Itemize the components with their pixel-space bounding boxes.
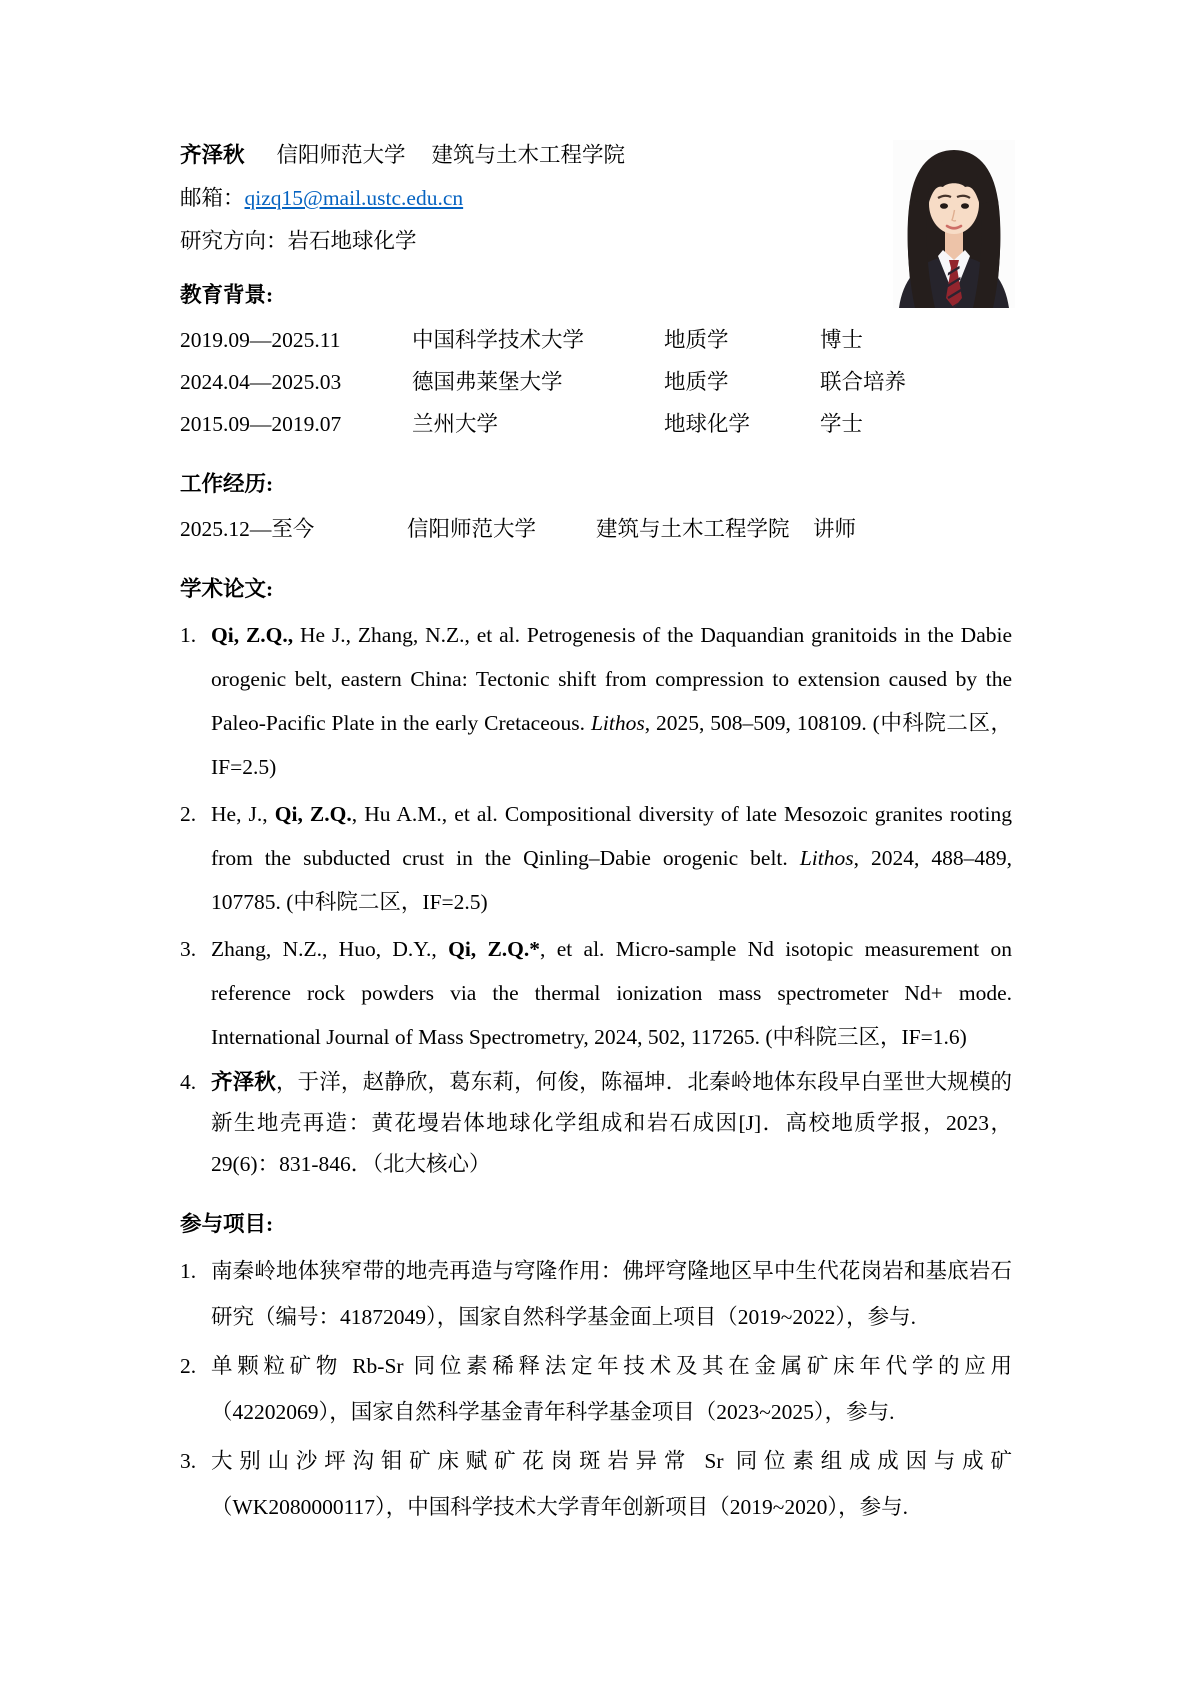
work-table bbox=[180, 508, 1012, 550]
person-name: 齐泽秋 bbox=[180, 143, 245, 167]
email-label: 邮箱： bbox=[180, 186, 245, 210]
education-row bbox=[180, 319, 1012, 361]
citation-segment: Qi, Z.Q.* bbox=[448, 937, 541, 961]
paper-citation bbox=[211, 1062, 1012, 1185]
paper-number: 2. bbox=[180, 802, 197, 826]
project-item bbox=[180, 1438, 1012, 1530]
citation-segment: , 2025, 508–509, 108109. (中科院二区，IF=2.5) bbox=[211, 711, 1013, 779]
citation-segment: Lithos bbox=[590, 711, 645, 735]
papers-list bbox=[180, 613, 1012, 1185]
research-line bbox=[180, 226, 1012, 256]
education-school: 中国科学技术大学 bbox=[412, 328, 585, 352]
work-department: 建筑与土木工程学院 bbox=[596, 517, 790, 541]
education-heading: 教育背景: bbox=[180, 283, 274, 307]
work-row bbox=[180, 508, 1012, 550]
projects-list bbox=[180, 1248, 1012, 1530]
education-school: 德国弗莱堡大学 bbox=[412, 370, 563, 394]
project-text: 大别山沙坪沟钼矿床赋矿花岗斑岩异常 Sr 同位素组成成因与成矿（WK2080000117），中国科学技术大学青年创新项目（2019~2020），参与. bbox=[211, 1449, 1012, 1519]
education-degree: 联合培养 bbox=[820, 370, 907, 394]
paper-item bbox=[180, 927, 1012, 1059]
papers-heading: 学术论文: bbox=[180, 577, 274, 601]
citation-segment: , et al. Micro-sample Nd isotopic measurement on reference rock powders via the thermal ionization mass spectrometer Nd+ mode. International Journal of Mass Spectrometry, 2024, 502, 117265. (中科院三区，IF=1.6) bbox=[211, 937, 1012, 1049]
university-name: 信阳师范大学 bbox=[276, 143, 406, 167]
citation-segment: Zhang, N.Z., Huo, D.Y., bbox=[211, 937, 449, 961]
citation-segment: ，于洋，赵静欣，葛东莉，何俊，陈福坤．北秦岭地体东段早白垩世大规模的新生地壳再造：黄花墁岩体地球化学组成和岩石成因[J]．高校地质学报，2023，29(6)：831-846．（北大核心） bbox=[211, 1070, 1012, 1176]
education-table bbox=[180, 319, 1012, 445]
citation-segment: Lithos bbox=[799, 846, 854, 870]
paper-item bbox=[180, 613, 1012, 789]
resume-content bbox=[180, 0, 1012, 1533]
research-value: 岩石地球化学 bbox=[287, 229, 417, 253]
project-number: 3. bbox=[180, 1449, 197, 1473]
project-item bbox=[180, 1248, 1012, 1340]
paper-citation bbox=[211, 613, 1012, 789]
citation-segment: Qi, Z.Q. bbox=[274, 802, 352, 826]
project-number: 1. bbox=[180, 1259, 197, 1283]
education-degree: 学士 bbox=[820, 412, 864, 436]
education-major: 地质学 bbox=[664, 328, 729, 352]
education-row bbox=[180, 361, 1012, 403]
projects-heading: 参与项目: bbox=[180, 1212, 274, 1236]
work-heading: 工作经历: bbox=[180, 472, 274, 496]
education-school: 兰州大学 bbox=[412, 412, 499, 436]
citation-segment: , 2024, 488–489, 107785. (中科院二区，IF=2.5) bbox=[211, 846, 1013, 914]
work-school: 信阳师范大学 bbox=[407, 517, 537, 541]
work-title: 讲师 bbox=[813, 517, 857, 541]
citation-segment: He J., Zhang, N.Z., et al. Petrogenesis of the Daquandian granitoids in the Dabie orogenic belt, eastern China: Tectonic shift from compression to extension caused by the Paleo-Pacific Plate in the early Cretaceous. bbox=[211, 623, 1012, 735]
header-line bbox=[180, 140, 1012, 170]
paper-number: 3. bbox=[180, 937, 197, 961]
paper-number: 1. bbox=[180, 623, 197, 647]
paper-item bbox=[180, 1062, 1012, 1185]
paper-citation bbox=[211, 927, 1012, 1059]
project-text: 南秦岭地体狭窄带的地壳再造与穹隆作用：佛坪穹隆地区早中生代花岗岩和基底岩石研究（编号：41872049），国家自然科学基金面上项目（2019~2022），参与. bbox=[211, 1259, 1012, 1329]
paper-number: 4. bbox=[180, 1070, 197, 1094]
college-name: 建筑与土木工程学院 bbox=[431, 143, 626, 167]
research-label: 研究方向： bbox=[180, 229, 288, 253]
education-degree: 博士 bbox=[820, 328, 864, 352]
education-period: 2019.09—2025.11 bbox=[180, 328, 341, 352]
citation-segment: 齐泽秋 bbox=[211, 1070, 276, 1094]
email-link[interactable]: qizq15@mail.ustc.edu.cn bbox=[244, 186, 464, 210]
project-item bbox=[180, 1343, 1012, 1435]
project-text: 单颗粒矿物 Rb-Sr 同位素稀释法定年技术及其在金属矿床年代学的应用（42202069），国家自然科学基金青年科学基金项目（2023~2025），参与. bbox=[211, 1354, 1012, 1424]
paper-item bbox=[180, 792, 1012, 924]
education-major: 地球化学 bbox=[664, 412, 751, 436]
citation-segment: , Hu A.M., et al. Compositional diversity of late Mesozoic granites rooting from the subducted crust in the Qinling–Dabie orogenic belt. bbox=[211, 802, 1012, 870]
education-major: 地质学 bbox=[664, 370, 729, 394]
education-period: 2015.09—2019.07 bbox=[180, 412, 342, 436]
work-period: 2025.12—至今 bbox=[180, 517, 315, 541]
paper-citation bbox=[211, 792, 1012, 924]
project-number: 2. bbox=[180, 1354, 197, 1378]
email-line bbox=[180, 183, 1012, 213]
education-row bbox=[180, 403, 1012, 445]
citation-segment: Qi, Z.Q., bbox=[211, 623, 294, 647]
citation-segment: He, J., bbox=[211, 802, 275, 826]
education-period: 2024.04—2025.03 bbox=[180, 370, 342, 394]
